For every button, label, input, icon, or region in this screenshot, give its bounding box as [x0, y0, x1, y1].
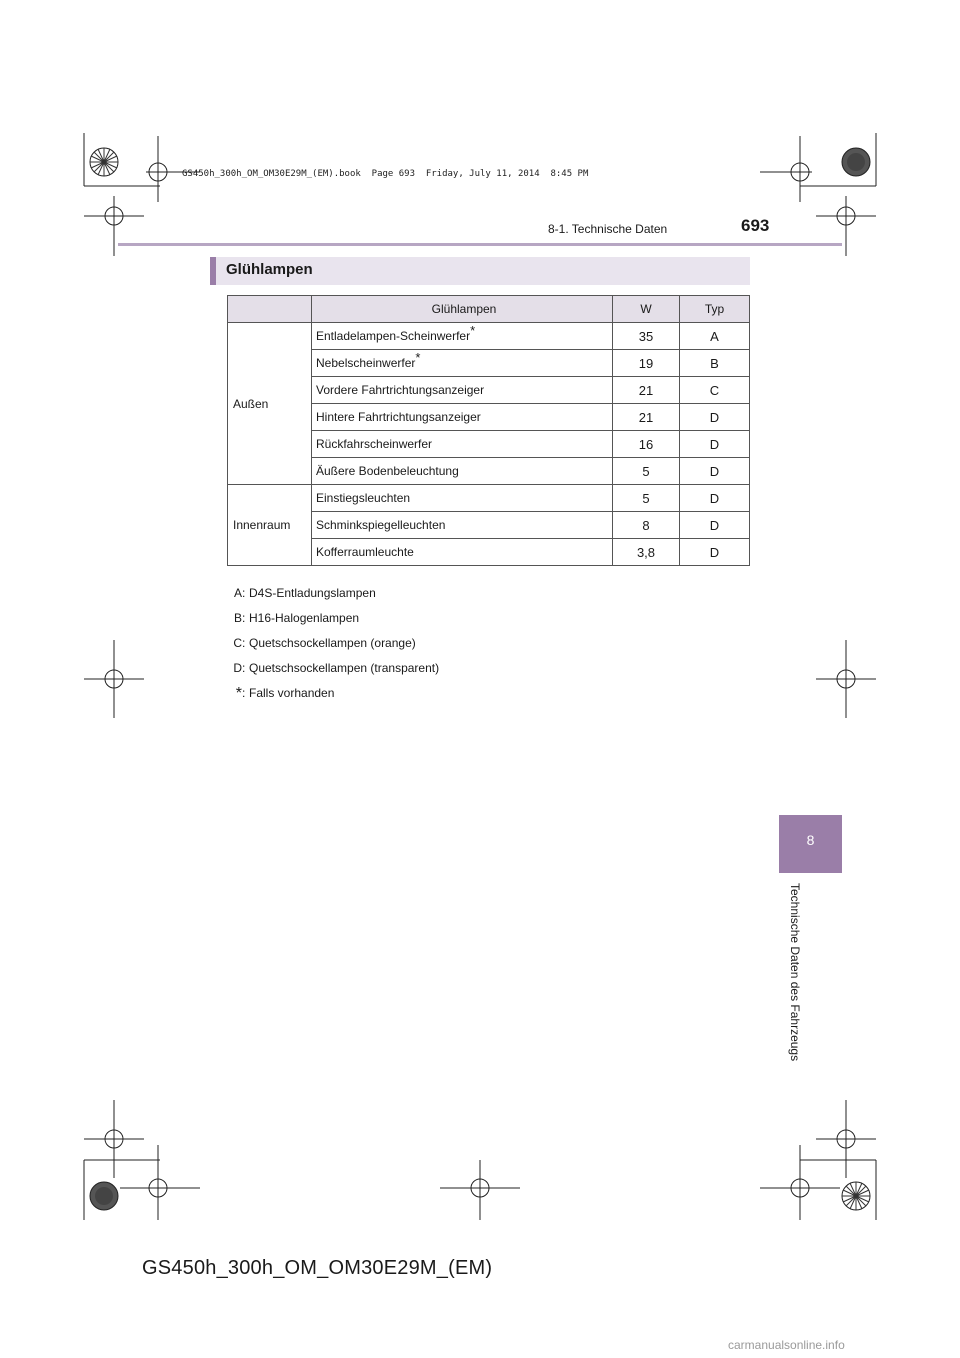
bulb-name: Entladelampen-Scheinwerfer*	[312, 323, 613, 350]
radial-disc-tl	[90, 148, 118, 176]
bulb-name: Äußere Bodenbeleuchtung	[312, 458, 613, 485]
footnote-asterisk: *	[470, 323, 476, 338]
legend-item: A : D4S-Entladungslampen	[233, 586, 376, 600]
table-row	[228, 485, 750, 512]
target-mark-bc	[440, 1160, 520, 1220]
bulb-type: D	[680, 458, 750, 485]
header-cell-w: W	[613, 296, 680, 323]
bulb-type: D	[680, 404, 750, 431]
header-cell-typ: Typ	[680, 296, 750, 323]
page-number: 693	[741, 216, 770, 235]
target-mark-br2	[788, 1176, 812, 1200]
radial-disc-br	[842, 1182, 870, 1210]
legend-item: B : H16-Halogenlampen	[233, 611, 360, 625]
bulb-wattage: 19	[613, 350, 680, 377]
chapter-tab	[779, 815, 842, 873]
target-mark-mr	[816, 640, 876, 718]
bulb-wattage: 21	[613, 404, 680, 431]
dark-disc-bl	[90, 1182, 118, 1210]
bulbs-table	[227, 295, 750, 566]
group-label-interior: Innenraum	[228, 485, 312, 566]
bulb-name: Schminkspiegelleuchten	[312, 512, 613, 539]
target-mark-bl2	[146, 1176, 170, 1200]
bulb-type: D	[680, 431, 750, 458]
header-rule	[118, 243, 842, 246]
group-label-exterior: Außen	[228, 323, 312, 485]
target-mark-bl1	[84, 1100, 144, 1178]
legend-item: D : Quetschsockellampen (transparent)	[233, 661, 440, 675]
bulb-type: D	[680, 539, 750, 566]
legend-item-footnote: * : Falls vorhanden	[235, 685, 335, 702]
bulb-wattage: 5	[613, 458, 680, 485]
target-mark-tl2	[84, 196, 144, 256]
chapter-number: 8	[806, 832, 815, 848]
section-heading-bar	[210, 257, 750, 285]
dark-disc-tr	[842, 148, 870, 176]
bulb-name: Vordere Fahrtrichtungsanzeiger	[312, 377, 613, 404]
target-mark-ml	[84, 640, 144, 718]
footnote-asterisk: *	[415, 350, 421, 365]
bulb-wattage: 3,8	[613, 539, 680, 566]
header-section-title: 8-1. Technische Daten	[548, 222, 668, 236]
bulb-wattage: 16	[613, 431, 680, 458]
bulb-wattage: 21	[613, 377, 680, 404]
table-row	[228, 323, 750, 350]
target-mark-tl1	[146, 160, 170, 184]
bulb-type: B	[680, 350, 750, 377]
type-legend	[226, 586, 439, 711]
bulb-wattage: 35	[613, 323, 680, 350]
bulb-type: D	[680, 485, 750, 512]
bulb-wattage: 5	[613, 485, 680, 512]
bulb-name: Nebelscheinwerfer*	[312, 350, 613, 377]
print-info: GS450h_300h_OM_OM30E29M_(EM).book Page 693 Friday, July 11, 2014 8:45 PM	[182, 169, 589, 179]
target-mark-tr1	[788, 160, 812, 184]
bulb-name: Einstiegsleuchten	[312, 485, 613, 512]
bulb-name: Rückfahrscheinwerfer	[312, 431, 613, 458]
header-cell-group	[228, 296, 312, 323]
target-mark-br1	[816, 1100, 876, 1178]
section-title: Glühlampen	[226, 261, 313, 278]
bulb-wattage: 8	[613, 512, 680, 539]
target-mark-tr2	[816, 196, 876, 256]
chapter-label: Technische Daten des Fahrzeugs	[788, 883, 802, 1062]
table-header-row	[228, 296, 750, 323]
bulb-name: Kofferraumleuchte	[312, 539, 613, 566]
bulb-type: D	[680, 512, 750, 539]
bulb-type: C	[680, 377, 750, 404]
watermark: carmanualsonline.info	[728, 1338, 845, 1352]
bulb-type: A	[680, 323, 750, 350]
legend-item: C : Quetschsockellampen (orange)	[233, 636, 416, 650]
header-cell-bulbs: Glühlampen	[312, 296, 613, 323]
bulb-name: Hintere Fahrtrichtungsanzeiger	[312, 404, 613, 431]
footer-model-code: GS450h_300h_OM_OM30E29M_(EM)	[142, 1257, 493, 1279]
